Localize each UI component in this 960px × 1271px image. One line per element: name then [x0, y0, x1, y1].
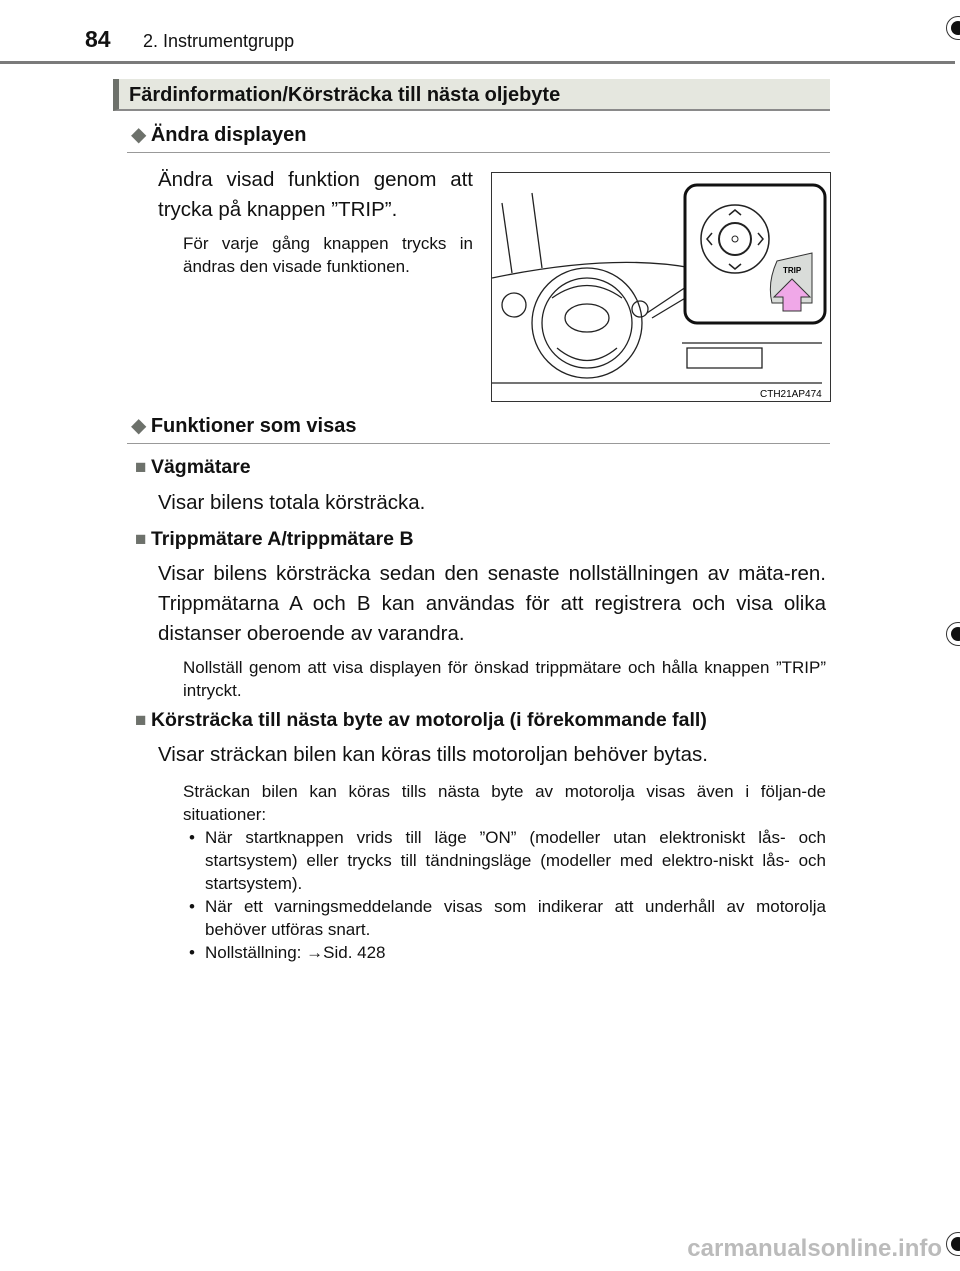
note-text: Sträckan bilen kan köras tills nästa byte av motorolja visas även i följan-de situationer: — [183, 782, 826, 824]
item-heading — [135, 528, 414, 551]
note-text: Nollställ genom att visa displayen för önskad trippmätare och hålla knappen ”TRIP” intryckt. — [183, 658, 826, 700]
bullet-item: • När ett varningsmeddelande visas som indikerar att underhåll av motorolja behöver utföras snart. — [189, 897, 826, 939]
figure-code: CTH21AP474 — [760, 389, 822, 400]
item-title: Körsträcka till nästa byte av motorolja (i förekommande fall) — [150, 709, 707, 731]
trip-button-label: TRIP — [783, 266, 802, 275]
body-text: Ändra visad funktion genom att trycka på knappen ”TRIP”. — [158, 168, 473, 221]
item-title: Vägmätare — [150, 456, 251, 478]
item-title: Trippmätare A/trippmätare B — [150, 528, 414, 550]
square-bullet-icon: ■ — [135, 710, 147, 731]
divider — [127, 152, 830, 153]
square-bullet-icon: ■ — [135, 457, 147, 478]
subheading-functions — [131, 413, 356, 438]
page-number: 84 — [85, 26, 111, 52]
diamond-icon: ◆ — [131, 415, 147, 437]
section-title-bar — [113, 79, 830, 111]
bullet-text: När ett varningsmeddelande visas som indikerar att underhåll av motorolja behöver utföras snart. — [205, 897, 826, 939]
bullet-text: När startknappen vrids till läge ”ON” (modeller utan elektroniskt lås- och startsystem) eller trycks till tändningsläge (modeller med elektro-niskt lås- och startsystem). — [205, 828, 826, 893]
subheading-text: Funktioner som visas — [150, 415, 357, 437]
registration-mark — [946, 1232, 960, 1256]
subheading-text: Ändra displayen — [150, 124, 307, 146]
header-rule — [0, 61, 955, 64]
reset-label: Nollställning: — [205, 943, 302, 962]
arrow-right-icon: → — [306, 943, 324, 962]
registration-mark — [946, 622, 960, 646]
bullet-item: • Nollställning: →Sid. 428 — [189, 943, 386, 962]
divider — [127, 443, 830, 444]
diamond-icon: ◆ — [131, 124, 147, 146]
chapter-title: 2. Instrumentgrupp — [143, 31, 295, 51]
watermark: carmanualsonline.info — [687, 1235, 942, 1262]
body-text: Visar sträckan bilen kan köras tills motoroljan behöver bytas. — [158, 743, 708, 766]
subheading-change-display — [131, 122, 306, 147]
steering-wheel-drawing — [492, 173, 830, 401]
registration-mark — [946, 16, 960, 40]
item-heading — [135, 709, 707, 732]
note-block — [183, 780, 826, 964]
square-bullet-icon: ■ — [135, 529, 147, 550]
item-heading — [135, 456, 251, 479]
section-title: Färdinformation/Körsträcka till nästa oljebyte — [129, 84, 561, 106]
page-reference-link[interactable]: Sid. 428 — [323, 943, 386, 962]
bullet-item: • När startknappen vrids till läge ”ON” (modeller utan elektroniskt lås- och startsystem) eller trycks till tändningsläge (modeller med elektro-niskt lås- och startsystem). — [189, 828, 826, 893]
body-text: Visar bilens körsträcka sedan den senaste nollställningen av mäta-ren. Trippmätarna A och B kan användas för att registrera och visa olika distanser oberoende av varandra. — [158, 562, 826, 645]
note-text: För varje gång knappen trycks in ändras den visade funktionen. — [183, 234, 473, 276]
body-text: Visar bilens totala körsträcka. — [158, 491, 426, 514]
steering-wheel-illustration — [491, 172, 831, 402]
